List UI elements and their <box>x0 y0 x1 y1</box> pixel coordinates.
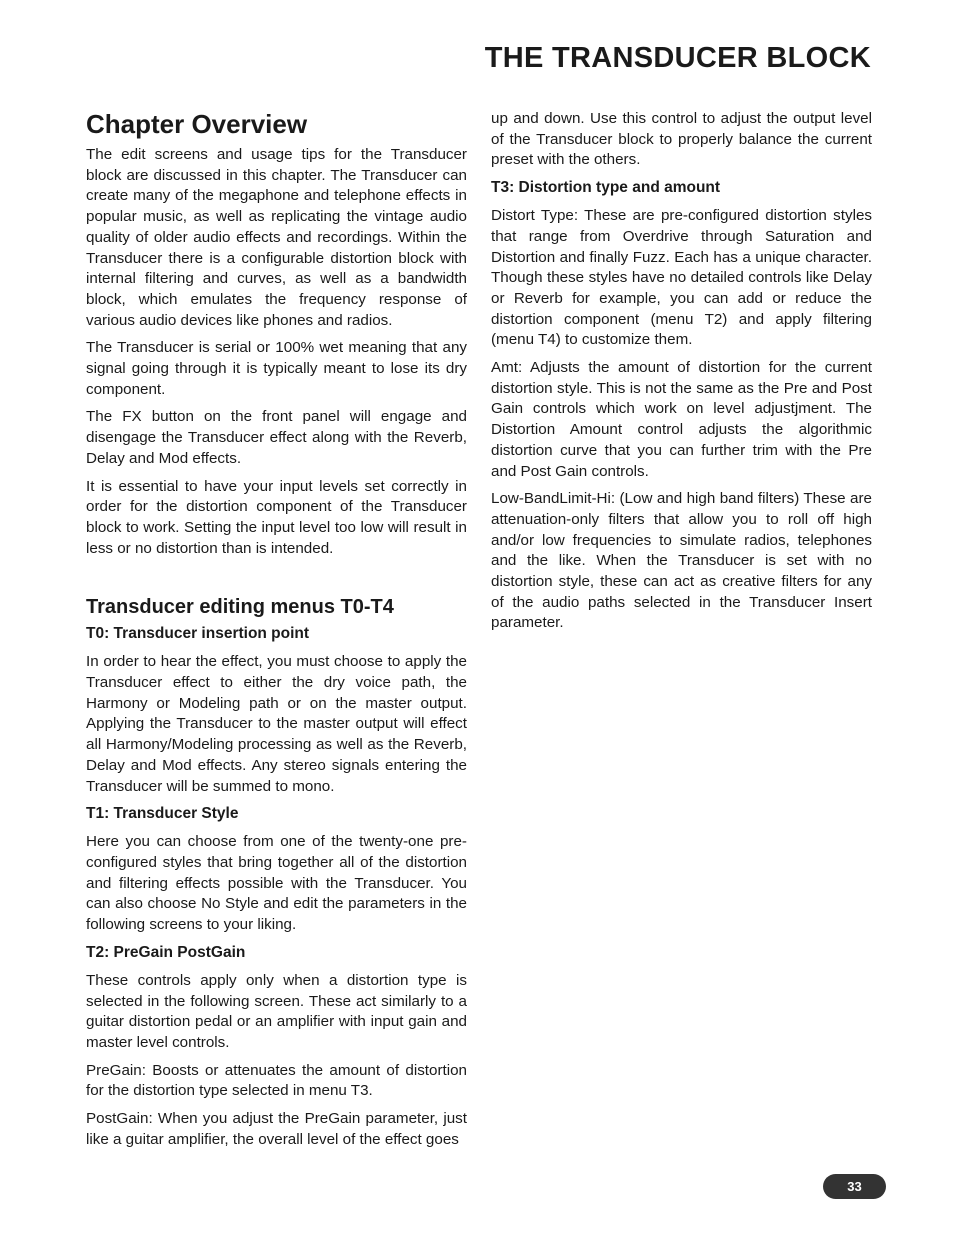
page-number-badge: 33 <box>823 1174 886 1199</box>
overview-paragraph-4: It is essential to have your input levels set correctly in order for the distortion component of the Transducer block to work. Setting the input level too low will result in less or no distortion than is intended. <box>86 477 467 557</box>
t0-title: T0: Transducer insertion point <box>86 625 310 643</box>
continued-paragraph: up and down. Use this control to adjust the output level of the Transducer block to properly balance the current preset with the others. <box>491 110 872 169</box>
t3-paragraph-2: Amt: Adjusts the amount of distortion for the current distortion style. This is not the same as the Pre and Post Gain controls which work on level adjustjment. The Distortion Amount control adjusts the algorithmic distortion curve that you can further trim with the Pre and Post Gain controls. <box>491 359 872 480</box>
t2-paragraph-1: These controls apply only when a distortion type is selected in the following screen. These act similarly to a guitar distortion pedal or an amplifier with input gain and master level controls. <box>86 971 467 1051</box>
chapter-title: THE TRANSDUCER BLOCK <box>484 42 871 74</box>
overview-title: Chapter Overview <box>86 109 308 139</box>
t0-paragraph: In order to hear the effect, you must choose to apply the Transducer effect to either the dry voice path, the Harmony or Modeling path or on the master output. Applying the Transducer to the master output will effect all Harmony/Modeling processing as well as the Reverb, Delay and Mod effects. Any stereo signals entering the Transducer will be summed to mono. <box>86 653 467 795</box>
t3-paragraph-3: Low-BandLimit-Hi: (Low and high band filters) These are attenuation-only filters that allow you to roll off high and/or low frequencies to simulate radios, telephones and the like. When the Transducer is set with no distortion style, these can act as creative filters for any of the audio paths selected in the Transducer Insert parameter. <box>491 490 872 632</box>
t2-title: T2: PreGain PostGain <box>86 943 246 961</box>
t2-paragraph-3: PostGain: When you adjust the PreGain parameter, just like a guitar amplifier, the overall level of the effect goes <box>86 1110 467 1148</box>
overview-paragraph-1: The edit screens and usage tips for the Transducer block are discussed in this chapter. The Transducer can create many of the megaphone and telephone effects in popular music, as well as replicating the vintage audio quality of older audio effects and recordings. Within the Transducer there is a configurable distortion block with internal filtering and curves, as well as a bandwidth block, which emulates the frequency response of various audio devices like phones and radios. <box>86 146 467 329</box>
t1-title: T1: Transducer Style <box>86 805 239 823</box>
right-column <box>491 109 872 641</box>
t3-paragraph-1: Distort Type: These are pre-configured distortion styles that range from Overdrive through Saturation and Distortion and finally Fuzz. Each has a unique character. Though these styles have no detailed controls like Delay or Reverb for example, you can add or reduce the distortion component (menu T2) and apply filtering (menu T4) to customize them. <box>491 207 872 349</box>
left-column <box>86 107 467 1157</box>
overview-paragraph-2: The Transducer is serial or 100% wet meaning that any signal going through it is typically meant to lose its dry component. <box>86 339 467 398</box>
overview-paragraph-3: The FX button on the front panel will engage and disengage the Transducer effect along with the Reverb, Delay and Mod effects. <box>86 408 467 467</box>
menus-title: Transducer editing menus T0-T4 <box>86 596 394 619</box>
t3-title: T3: Distortion type and amount <box>491 179 721 197</box>
section-spacer <box>86 566 467 594</box>
t2-paragraph-2: PreGain: Boosts or attenuates the amount of distortion for the distortion type selected in menu T3. <box>86 1061 467 1100</box>
t1-paragraph: Here you can choose from one of the twenty-one pre-configured styles that bring together all of the distortion and filtering effects possible with the Transducer. You can also choose No Style and edit the parameters in the following screens to your liking. <box>86 833 467 934</box>
